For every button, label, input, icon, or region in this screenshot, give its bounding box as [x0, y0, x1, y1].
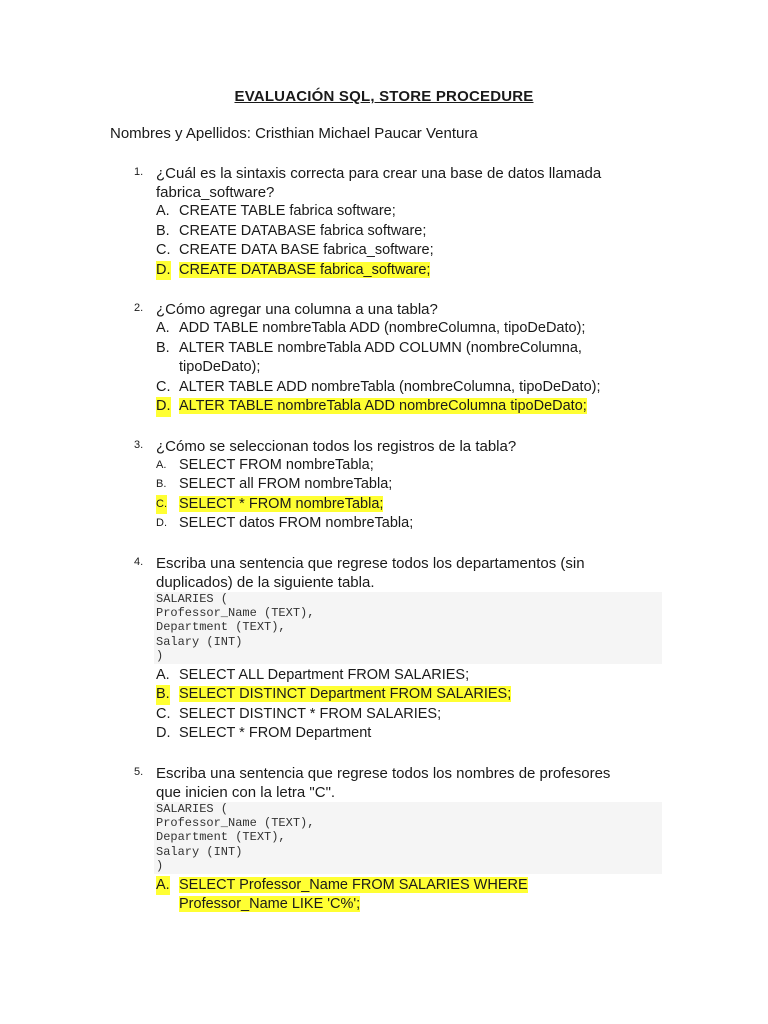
- option-text: SELECT DISTINCT Department FROM SALARIES;: [179, 686, 512, 703]
- question-list: [0, 164, 768, 935]
- option-text: SELECT ALL Department FROM SALARIES;: [179, 666, 470, 683]
- answer-option: [156, 705, 639, 725]
- answer-option-selected: [156, 495, 639, 515]
- answer-option-selected: [156, 876, 639, 915]
- code-line: ): [156, 649, 164, 664]
- option-letter: B.: [156, 685, 170, 705]
- question-5: [0, 764, 768, 915]
- answer-options: [0, 202, 768, 280]
- option-letter: A.: [156, 666, 170, 683]
- question-number: 3.: [134, 438, 144, 451]
- answer-option-selected: [156, 685, 639, 705]
- option-text: ALTER TABLE nombreTabla ADD COLUMN (nombreColumna, tipoDeDato);: [179, 339, 582, 375]
- code-block: [154, 592, 662, 664]
- question-1: [0, 164, 768, 280]
- question-number: 4.: [134, 555, 144, 568]
- answer-option-selected: [156, 397, 639, 417]
- answer-option: [156, 202, 639, 222]
- code-line: Salary (INT): [156, 634, 243, 649]
- answer-options: [0, 319, 768, 417]
- answer-options: [0, 456, 768, 534]
- question-text: ¿Cómo agregar una columna a una tabla?: [156, 301, 438, 318]
- option-letter: D.: [156, 261, 171, 281]
- question-4: [0, 554, 768, 744]
- option-text: ALTER TABLE nombreTabla ADD nombreColumna tipoDeDato;: [179, 398, 587, 414]
- code-block: [154, 802, 662, 874]
- code-line: Professor_Name (TEXT),: [156, 815, 315, 830]
- option-text: SELECT Professor_Name FROM SALARIES WHERE Professor_Name LIKE 'C%';: [179, 876, 528, 913]
- option-letter: B.: [156, 339, 170, 356]
- answer-option: [156, 222, 639, 242]
- code-line: Department (TEXT),: [156, 620, 286, 635]
- option-letter: B.: [156, 222, 170, 239]
- code-line: ): [156, 859, 164, 874]
- student-name-line: Nombres y Apellidos: Cristhian Michael Paucar Ventura: [110, 125, 478, 142]
- question-text: ¿Cuál es la sintaxis correcta para crear una base de datos llamada fabrica_software?: [156, 165, 602, 201]
- question-text: Escriba una sentencia que regrese todos los departamentos (sin duplicados) de la siguiente tabla.: [156, 554, 585, 591]
- code-line: Department (TEXT),: [156, 830, 286, 845]
- option-letter: C.: [156, 495, 167, 515]
- option-text: ALTER TABLE ADD nombreTabla (nombreColumna, tipoDeDato);: [179, 378, 601, 395]
- option-letter: B.: [156, 478, 167, 490]
- question-number: 2.: [134, 302, 144, 314]
- option-letter: C.: [156, 705, 171, 722]
- answer-option: [156, 241, 639, 261]
- option-text: CREATE DATABASE fabrica software;: [179, 222, 427, 239]
- question-text: Escriba una sentencia que regrese todos los nombres de profesores que inicien con la letra "C".: [156, 764, 611, 801]
- option-letter: D.: [156, 397, 171, 417]
- code-line: Salary (INT): [156, 844, 243, 859]
- option-letter: C.: [156, 378, 171, 395]
- option-text: CREATE TABLE fabrica software;: [179, 203, 396, 219]
- code-line: SALARIES (: [156, 801, 229, 816]
- answer-option: [156, 319, 639, 339]
- answer-option: [156, 339, 639, 378]
- code-line: Professor_Name (TEXT),: [156, 605, 315, 620]
- question-3: [0, 437, 768, 534]
- option-text: SELECT datos FROM nombreTabla;: [179, 515, 414, 531]
- option-text: CREATE DATA BASE fabrica_software;: [179, 242, 434, 258]
- option-text: SELECT * FROM nombreTabla;: [179, 495, 384, 512]
- code-line: SALARIES (: [156, 591, 229, 606]
- question-number: 1.: [134, 166, 144, 178]
- option-letter: A.: [156, 458, 167, 471]
- question-number: 5.: [134, 765, 144, 778]
- document-title: EVALUACIÓN SQL, STORE PROCEDURE: [234, 88, 534, 105]
- answer-option: [156, 456, 639, 476]
- answer-option: [156, 378, 639, 398]
- option-letter: A.: [156, 876, 170, 896]
- option-letter: A.: [156, 203, 170, 219]
- option-text: SELECT FROM nombreTabla;: [179, 456, 374, 473]
- option-text: SELECT all FROM nombreTabla;: [179, 476, 393, 492]
- option-text: ADD TABLE nombreTabla ADD (nombreColumna, tipoDeDato);: [179, 320, 586, 336]
- question-2: [0, 300, 768, 417]
- answer-option: [156, 724, 639, 744]
- question-text: ¿Cómo se seleccionan todos los registros de la tabla?: [156, 437, 517, 455]
- answer-option: [156, 475, 639, 495]
- option-letter: D.: [156, 725, 171, 742]
- option-letter: C.: [156, 242, 171, 258]
- option-text: SELECT * FROM Department: [179, 725, 372, 742]
- answer-options: [0, 876, 768, 915]
- option-text: CREATE DATABASE fabrica_software;: [179, 261, 431, 278]
- option-letter: D.: [156, 517, 167, 529]
- option-text: SELECT DISTINCT * FROM SALARIES;: [179, 705, 442, 722]
- answer-options: [0, 666, 768, 744]
- answer-option: [156, 666, 639, 686]
- answer-option-selected: [156, 261, 639, 281]
- answer-option: [156, 514, 639, 534]
- option-letter: A.: [156, 320, 170, 336]
